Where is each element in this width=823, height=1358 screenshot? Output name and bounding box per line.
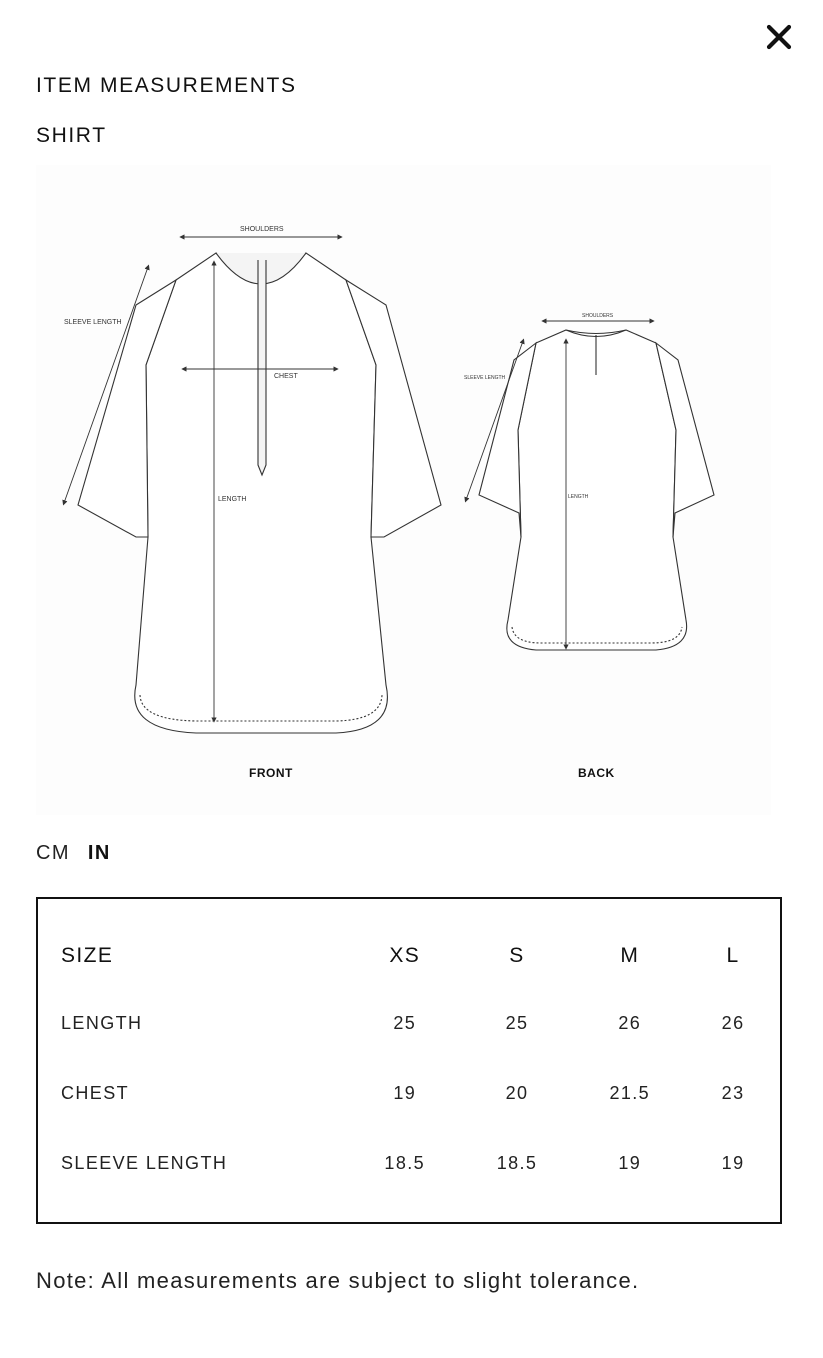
table-cell: 26 xyxy=(721,1012,745,1033)
unit-cm-option[interactable]: CM xyxy=(36,842,70,864)
page-title: ITEM MEASUREMENTS xyxy=(36,74,297,97)
table-cell: 19 xyxy=(393,1082,417,1103)
table-cell: 23 xyxy=(721,1082,745,1103)
unit-toggle xyxy=(36,842,111,865)
row-label: SLEEVE LENGTH xyxy=(61,1152,228,1173)
header-l: L xyxy=(726,944,740,967)
header-size: SIZE xyxy=(61,944,114,967)
front-length-label: LENGTH xyxy=(218,496,247,503)
table-cell: 19 xyxy=(721,1152,745,1173)
table-cell: 18.5 xyxy=(496,1152,538,1173)
table-row xyxy=(61,1058,780,1128)
table-cell: 19 xyxy=(618,1152,642,1173)
row-label: LENGTH xyxy=(61,1012,143,1033)
table-row xyxy=(61,1128,780,1198)
front-sleeve-length-label: SLEEVE LENGTH xyxy=(64,319,122,326)
close-icon xyxy=(766,24,792,50)
measurement-diagram xyxy=(36,165,771,815)
close-button[interactable] xyxy=(760,18,798,56)
row-label: CHEST xyxy=(61,1082,130,1103)
header-xs: XS xyxy=(389,944,421,967)
item-name: SHIRT xyxy=(36,124,107,147)
header-m: M xyxy=(620,944,640,967)
back-shoulders-label: SHOULDERS xyxy=(582,313,614,319)
front-shoulders-label: SHOULDERS xyxy=(240,226,284,233)
header-s: S xyxy=(509,944,525,967)
table-cell: 25 xyxy=(505,1012,529,1033)
table-cell: 26 xyxy=(618,1012,642,1033)
unit-in-option[interactable]: IN xyxy=(87,842,111,864)
table-cell: 18.5 xyxy=(384,1152,426,1173)
front-caption: FRONT xyxy=(249,766,293,780)
table-row xyxy=(61,988,780,1058)
back-sleeve-length-label: SLEEVE LENGTH xyxy=(464,375,506,381)
size-table-container xyxy=(36,897,782,1224)
table-cell: 25 xyxy=(393,1012,417,1033)
table-cell: 21.5 xyxy=(609,1082,651,1103)
back-garment xyxy=(479,330,714,650)
table-cell: 20 xyxy=(505,1082,529,1103)
front-chest-label: CHEST xyxy=(274,373,298,380)
back-length-label: LENGTH xyxy=(568,494,589,500)
tolerance-note: Note: All measurements are subject to slight tolerance. xyxy=(36,1268,640,1293)
table-header-row xyxy=(61,924,780,988)
back-caption: BACK xyxy=(578,766,615,780)
size-table xyxy=(61,924,780,1198)
